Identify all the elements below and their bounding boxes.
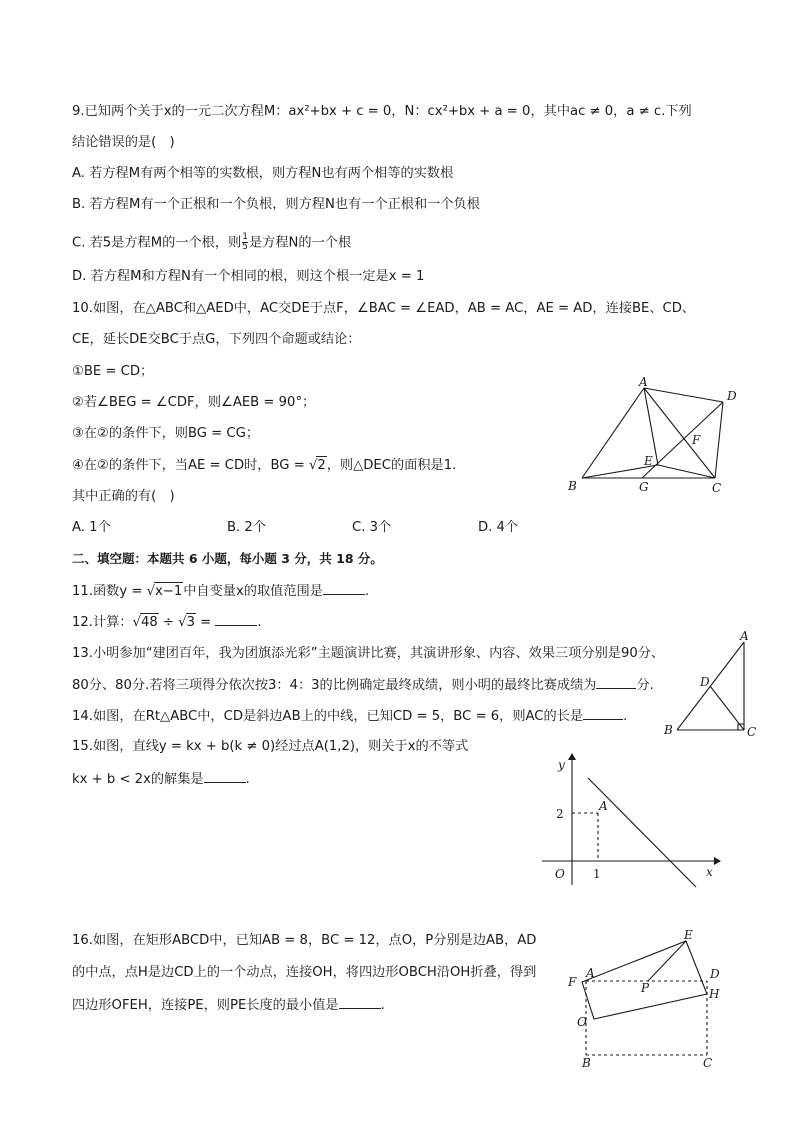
q10-s4-post: ，则△DEC的面积是1. xyxy=(326,458,457,473)
q14-end: . xyxy=(623,709,628,724)
q9-option-c-pre: C. 若5是方程M的一个根，则 xyxy=(72,235,242,251)
q16-label-a: A xyxy=(586,966,595,980)
q16-answer-blank xyxy=(339,996,381,1009)
q10-label-d: D xyxy=(727,389,737,403)
q9-stem-line2: 结论错误的是( ) xyxy=(72,135,175,150)
q10-label-g: G xyxy=(639,480,649,494)
q11-post: 中自变量x的取值范围是 xyxy=(183,584,323,599)
q15-label-y: y xyxy=(558,758,565,772)
q10-option-a: A. 1个 xyxy=(72,520,111,535)
q16-line3-pre: 四边形OFEH，连接PE，则PE长度的最小值是 xyxy=(72,998,339,1013)
q12: 12.计算：√48 ÷ √3 = . xyxy=(72,615,262,630)
q10-label-f: F xyxy=(692,433,701,447)
q15-line1: 15.如图，直线y = kx + b(k ≠ 0)经过点A(1,2)，则关于x的不等式 xyxy=(72,739,469,754)
q15-label-o: O xyxy=(555,867,565,881)
q9-option-a: A. 若方程M有两个相等的实数根，则方程N也有两个相等的实数根 xyxy=(72,166,454,181)
q10-option-d: D. 4个 xyxy=(478,520,519,535)
q9-fraction xyxy=(242,233,248,252)
q16-line1: 16.如图，在矩形ABCD中，已知AB = 8，BC = 12，点O，P分别是边AB，AD xyxy=(72,933,537,948)
y-axis-arrow-icon xyxy=(568,753,576,760)
section-2-heading: 二、填空题：本题共 6 小题，每小题 3 分，共 18 分。 xyxy=(72,551,383,566)
q10-statement-2: ②若∠BEG = ∠CDF，则∠AEB = 90°； xyxy=(72,395,316,410)
q13-line1: 13.小明参加“建团百年，我为团旗添光彩”主题演讲比赛，其演讲形象、内容、效果三项分别是90分、 xyxy=(72,646,665,661)
q14-text: 14.如图，在Rt△ABC中，CD是斜边AB上的中线，已知CD = 5，BC = 6，则AC的长是 xyxy=(72,709,584,724)
q14 xyxy=(72,707,627,726)
q14-label-b: B xyxy=(664,723,673,737)
q10-stem-line2: CE，延长DE交BC于点G，下列四个命题或结论： xyxy=(72,332,361,347)
q10-option-c: C. 3个 xyxy=(352,520,392,535)
q16-label-h: H xyxy=(709,987,720,1001)
q16-end: . xyxy=(380,998,385,1013)
q10-statement-4: ④在②的条件下，当AE = CD时，BG = √2，则△DEC的面积是1. xyxy=(72,458,457,473)
q15-tick-1: 1 xyxy=(593,867,601,881)
q13-line2 xyxy=(72,676,654,695)
q10-label-a: A xyxy=(639,375,648,389)
q10-statement-3: ③在②的条件下，则BG = CG； xyxy=(72,426,260,441)
q16-label-p: P xyxy=(641,981,650,995)
q16-label-f: F xyxy=(568,975,577,989)
q9-option-b: B. 若方程M有一个正根和一个负根，则方程N也有一个正根和一个负根 xyxy=(72,197,480,212)
q10-stem-line1: 10.如图，在△ABC和△AED中，AC交DE于点F，∠BAC = ∠EAD，AB = AC，AE = AD，连接BE、CD、 xyxy=(72,301,696,316)
q16-label-o: O xyxy=(577,1015,587,1029)
q9-option-c xyxy=(72,233,351,253)
q9-stem-line1: 9.已知两个关于x的一元二次方程M：ax²+bx + c = 0，N：cx²+bx + a = 0，其中ac ≠ 0，a ≠ c.下列 xyxy=(72,104,692,119)
q15-line2 xyxy=(72,770,250,789)
q10-figure xyxy=(560,372,750,502)
q12-answer-blank xyxy=(215,613,257,626)
q12-eq: = xyxy=(195,615,216,630)
q14-answer-blank xyxy=(583,707,623,720)
q12-end: . xyxy=(257,615,262,630)
q9-option-d: D. 若方程M和方程N有一个相同的根，则这个根一定是x = 1 xyxy=(72,269,425,284)
q12-radicand-1: 48 xyxy=(140,615,158,630)
q16-figure xyxy=(560,930,740,1070)
q16-label-b: B xyxy=(582,1056,591,1070)
q12-pre: 12.计算： xyxy=(72,615,133,630)
q11-end: . xyxy=(364,584,370,599)
q13-end: 分. xyxy=(636,678,654,693)
q11-pre: 11.函数y = xyxy=(72,584,147,599)
q11-answer-blank xyxy=(323,582,365,595)
q15-answer-blank xyxy=(204,770,246,783)
q11-radicand: x−1 xyxy=(155,584,183,599)
q14-label-c: C xyxy=(747,725,757,739)
q14-figure xyxy=(660,630,760,740)
q10-label-e: E xyxy=(644,454,653,468)
q13-line2-pre: 80分、80分.若将三项得分依次按3：4：3的比例确定最终成绩，则小明的最终比赛成绩为 xyxy=(72,678,597,693)
q12-mid: ÷ xyxy=(158,615,179,630)
q9-fraction-den: 5 xyxy=(242,242,248,252)
q15-figure xyxy=(538,752,728,892)
q16-label-e: E xyxy=(684,928,693,942)
q10-label-c: C xyxy=(712,481,722,495)
q9-fraction-num: 1 xyxy=(242,232,248,242)
q12-radicand-2: 3 xyxy=(186,615,195,630)
q15-end: . xyxy=(245,772,250,787)
q15-line2-pre: kx + b < 2x的解集是 xyxy=(72,772,204,787)
q10-ask: 其中正确的有( ) xyxy=(72,489,175,504)
q15-label-x: x xyxy=(706,865,713,879)
q10-label-b: B xyxy=(568,479,577,493)
q10-statement-1: ①BE = CD； xyxy=(72,364,154,379)
q15-tick-2: 2 xyxy=(556,807,564,821)
q9-option-c-post: 是方程N的一个根 xyxy=(248,235,352,251)
q14-label-a: A xyxy=(740,629,749,643)
q11: 11.函数y = √x−1中自变量x的取值范围是 . xyxy=(72,584,370,599)
q14-label-d: D xyxy=(700,675,710,689)
q16-label-d: D xyxy=(710,967,720,981)
x-axis-arrow-icon xyxy=(714,857,721,865)
q15-label-a: A xyxy=(599,799,608,813)
q16-line3 xyxy=(72,996,385,1015)
q16-line2: 的中点，点H是边CD上的一个动点，连接OH，将四边形OBCH沿OH折叠，得到 xyxy=(72,965,537,980)
q10-option-b: B. 2个 xyxy=(227,520,267,535)
q13-answer-blank xyxy=(596,676,636,689)
q10-s4-radicand: 2 xyxy=(317,458,326,473)
q10-s4-pre: ④在②的条件下，当AE = CD时，BG = xyxy=(72,458,309,473)
q16-label-c: C xyxy=(703,1056,713,1070)
